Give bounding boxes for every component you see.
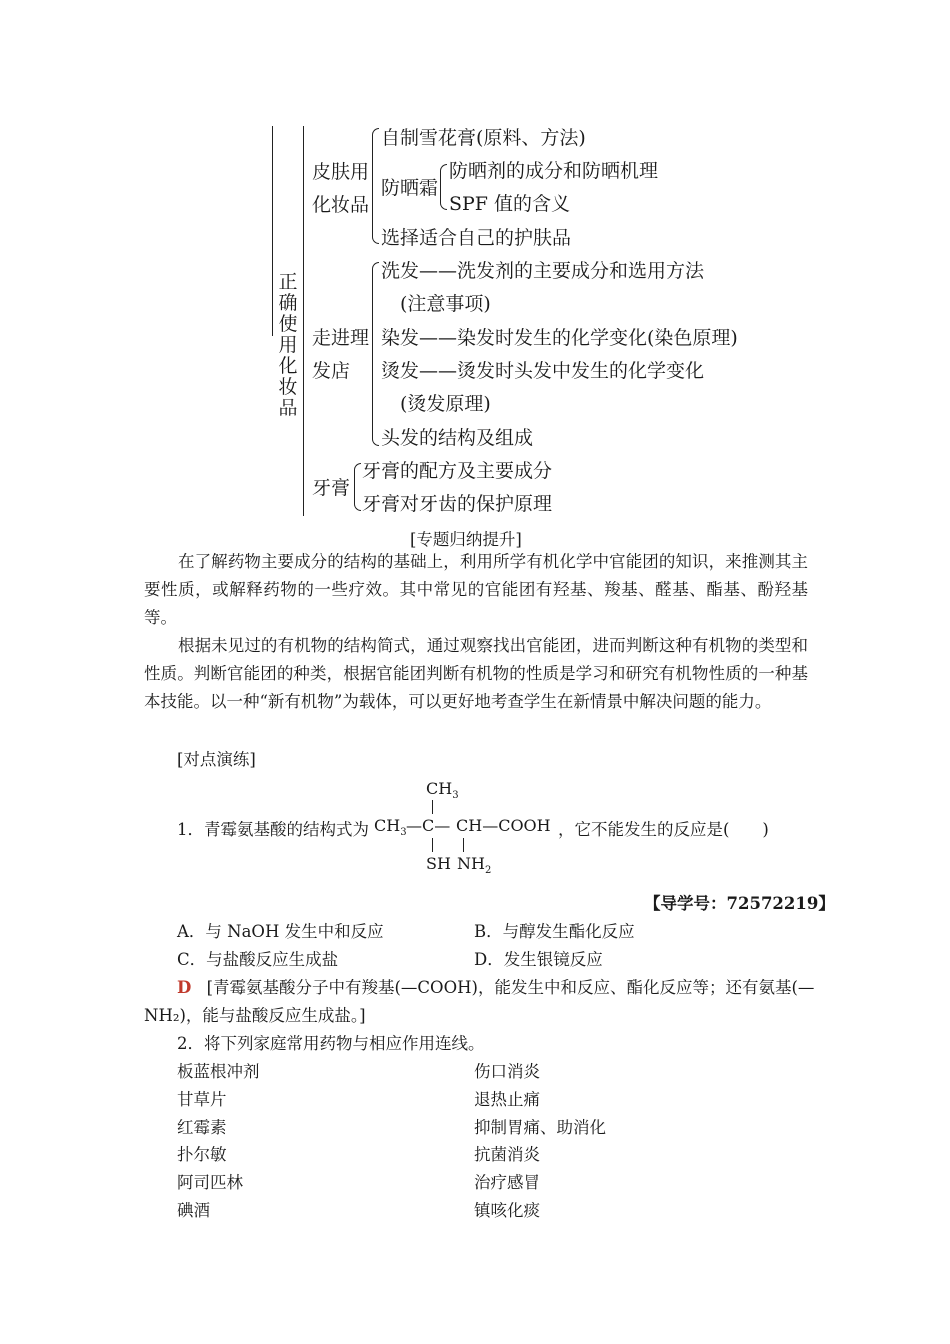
skin-category-label-2: 化妆品 (312, 194, 370, 216)
formula-sh-bond (432, 838, 433, 852)
tree-category-bracket (303, 126, 304, 516)
skin-item-cream: 自制雪花膏(原料、方法) (381, 127, 586, 149)
salon-item-perm: 烫发——烫发时头发中发生的化学变化 (381, 360, 705, 382)
q2-drug-item[interactable]: 阿司匹林 (177, 1173, 243, 1192)
q1-suffix: ，它不能发生的反应是( ) (558, 820, 769, 839)
toothpaste-brace (354, 463, 361, 511)
q1-option-b[interactable]: B．与醇发生酯化反应 (474, 922, 635, 941)
salon-item-wash-cont: (注意事项) (400, 293, 491, 315)
sunscreen-brace (440, 164, 447, 210)
formula-ch-cooh: CH—COOH (456, 816, 551, 835)
q1-explanation (177, 974, 814, 998)
q2-drug-item[interactable]: 红霉素 (177, 1118, 227, 1137)
q2-prompt: 2．将下列家庭常用药物与相应作用连线。 (177, 1034, 485, 1053)
tree-root-bracket (272, 126, 273, 336)
salon-item-perm-cont: (烫发原理) (400, 393, 491, 415)
sunscreen-label: 防晒霜 (381, 177, 439, 199)
q1-explanation-line-1: [青霉氨基酸分子中有羧基(—COOH)，能发生中和反应、酯化反应等；还有氨基(— (206, 978, 815, 997)
q2-effect-item[interactable]: 伤口消炎 (474, 1062, 540, 1081)
q1-option-a[interactable]: A．与 NaOH 发生中和反应 (177, 922, 384, 941)
skin-brace (372, 128, 379, 244)
toothpaste-category-label: 牙膏 (312, 477, 351, 499)
q2-effect-item[interactable]: 抗菌消炎 (474, 1145, 540, 1164)
q1-prefix: 1．青霉氨基酸的结构式为 (177, 820, 369, 839)
q2-effect-item[interactable]: 镇咳化痰 (474, 1201, 540, 1220)
paragraph-2: 根据未见过的有机物的结构简式，通过观察找出官能团，进而判断这种有机物的类型和性质。判断官能团的种类，根据官能团判断有机物的性质是学习和研究有机物性质的一种基本技能。以一种“新有机物”为载体，可以更好地考查学生在新情景中解决问题的能力。 (144, 636, 808, 711)
q1-explanation-line-2: NH₂)，能与盐酸反应生成盐。] (144, 1006, 366, 1025)
salon-category-label-1: 走进理 (312, 327, 370, 349)
formula-left-ch3: $CH_3$ (374, 816, 407, 838)
formula-carbon: —C— (406, 816, 451, 835)
q2-drug-item[interactable]: 甘草片 (177, 1090, 227, 1109)
q2-drug-item[interactable]: 板蓝根冲剂 (177, 1062, 260, 1081)
salon-item-dye: 染发——染发时发生的化学变化(染色原理) (381, 327, 738, 349)
skin-category-label-1: 皮肤用 (312, 161, 370, 183)
formula-top-bond (432, 800, 433, 814)
formula-nh2: $NH_2$ (457, 854, 492, 876)
q1-option-c[interactable]: C．与盐酸反应生成盐 (177, 950, 339, 969)
sunscreen-item-2: SPF 值的含义 (449, 193, 571, 215)
q2-effect-item[interactable]: 退热止痛 (474, 1090, 540, 1109)
skin-item-choose: 选择适合自己的护肤品 (381, 227, 572, 249)
paragraph-1: 在了解药物主要成分的结构的基础上，利用所学有机化学中官能团的知识，来推测其主要性质，或解释药物的一些疗效。其中常见的官能团有羟基、羧基、醛基、酯基、酚羟基等。 (144, 552, 808, 627)
q2-effect-item[interactable]: 抑制胃痛、助消化 (474, 1118, 606, 1137)
salon-item-hair: 头发的结构及组成 (381, 427, 534, 449)
formula-sh: SH (426, 854, 451, 873)
salon-category-label-2: 发店 (312, 360, 351, 382)
tree-root-label: 正 确 使 用 化 妆 品 (278, 271, 298, 419)
q2-drug-item[interactable]: 碘酒 (177, 1201, 210, 1220)
toothpaste-item-protect: 牙膏对牙齿的保护原理 (362, 493, 553, 515)
salon-item-wash: 洗发——洗发剂的主要成分和选用方法 (381, 260, 705, 282)
q2-drug-item[interactable]: 扑尔敏 (177, 1145, 227, 1164)
q2-effect-item[interactable]: 治疗感冒 (474, 1173, 540, 1192)
formula-top-ch3: $CH_3$ (426, 779, 459, 801)
q1-ref-number: 【导学号：72572219】 (644, 894, 835, 913)
toothpaste-item-formula: 牙膏的配方及主要成分 (362, 460, 553, 482)
sunscreen-item-1: 防晒剂的成分和防晒机理 (449, 160, 659, 182)
q1-option-d[interactable]: D．发生银镜反应 (474, 950, 603, 969)
formula-nh2-bond (463, 838, 464, 852)
salon-brace (372, 262, 379, 446)
q1-answer: D (177, 978, 192, 997)
practice-title: [对点演练] (177, 750, 256, 769)
section-title: [专题归纳提升] (410, 530, 522, 549)
